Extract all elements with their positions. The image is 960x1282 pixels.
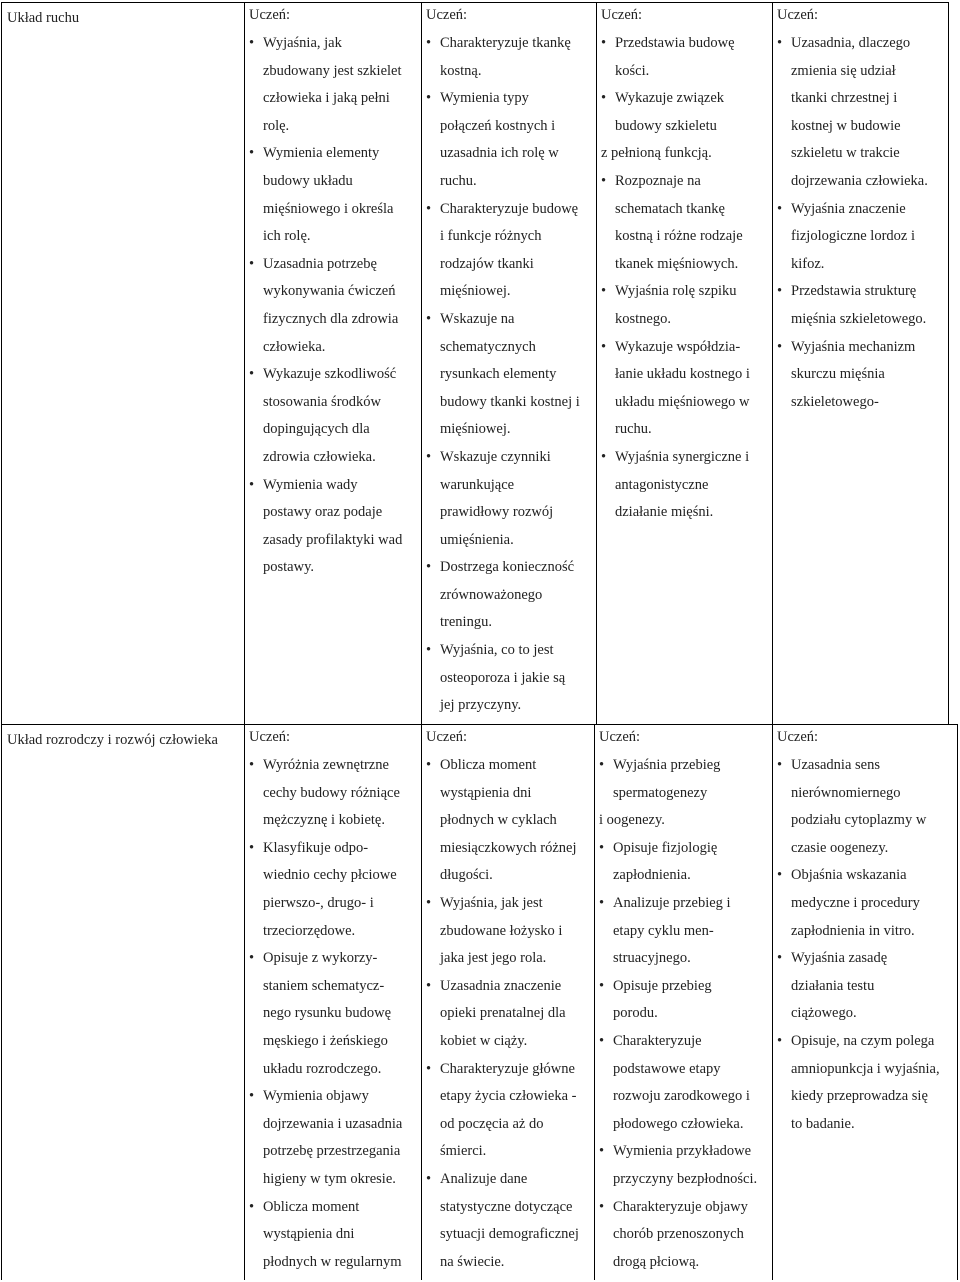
list-item: • Wyjaśnia synergiczne i antagonistyczne działanie mięśni. [597, 444, 771, 527]
list-item: • Wyjaśnia przebieg spermatogenezy [595, 752, 771, 807]
cell-border [948, 2, 949, 724]
list-item: • Wyjaśnia zasadę działania testu ciążowego. [773, 945, 956, 1028]
list-item: • Wyjaśnia, jak jest zbudowane łożysko i jaka jest jego rola. [422, 890, 593, 973]
column-header: Uczeń: [599, 729, 641, 745]
list-item: • Klasyfikuje odpo- wiednio cechy płciowe pierwszo-, drugo- i trzeciorzędowe. [245, 835, 420, 945]
column-header: Uczeń: [249, 7, 291, 23]
column-header: Uczeń: [426, 729, 468, 745]
list-item: • Analizuje przebieg i etapy cyklu men- struacyjnego. [595, 890, 771, 973]
section-title: Układ rozrodczy i rozwój człowieka [7, 732, 218, 748]
cell-border [594, 724, 595, 1280]
list-item: • Wskazuje na schematycznych rysunkach elementy budowy tkanki kostnej i mięśniowej. [422, 306, 595, 444]
list-item: • Wyjaśnia mechanizm skurczu mięśnia szkieletowego- [773, 334, 947, 417]
list-item: • Opisuje, na czym polega amniopunkcja i wyjaśnia, kiedy przeprowadza się to badanie. [773, 1028, 956, 1138]
list-item: • Uzasadnia sens nierównomiernego podziału cytoplazmy w czasie oogenezy. [773, 752, 956, 862]
list-item: • Charakteryzuje tkankę kostną. [422, 30, 595, 85]
list-item: • Wskazuje czynniki warunkujące prawidłowy rozwój umięśnienia. [422, 444, 595, 554]
column-header: Uczeń: [777, 7, 819, 23]
list-item: • Oblicza moment wystąpienia dni płodnych w cyklach miesiączkowych różnej długości. [422, 752, 593, 890]
list-item: • Charakteryzuje podstawowe etapy rozwoju zarodkowego i płodowego człowieka. [595, 1028, 771, 1138]
list-item: • Opisuje z wykorzy- staniem schematycz- nego rysunku budowę męskiego i żeńskiego układu rozrodczego. [245, 945, 420, 1083]
list-item: • Wymienia wady postawy oraz podaje zasady profilaktyki wad postawy. [245, 472, 420, 582]
list-item: • Wymienia objawy dojrzewania i uzasadnia potrzebę przestrzegania higieny w tym okresie. [245, 1083, 420, 1193]
list-item: • Przedstawia strukturę mięśnia szkieletowego. [773, 278, 947, 333]
list-item: • Uzasadnia, dlaczego zmienia się udział tkanki chrzestnej i kostnej w budowie szkieletu w trakcie dojrzewania człowieka. [773, 30, 947, 196]
section-title: Układ ruchu [7, 10, 80, 26]
row-border [1, 2, 949, 3]
list-item: • Wykazuje współdzia- łanie układu kostnego i układu mięśniowego w ruchu. [597, 334, 771, 444]
list-item: • Analizuje dane statystyczne dotyczące sytuacji demograficznej na świecie. [422, 1166, 593, 1276]
list-item: • Wyróżnia zewnętrzne cechy budowy różniące mężczyznę i kobietę. [245, 752, 420, 835]
list-item: • Wymienia elementy budowy układu mięśniowego i określa ich rolę. [245, 140, 420, 250]
list-item: • Charakteryzuje objawy chorób przenoszonych drogą płciową. [595, 1194, 771, 1277]
objectives-list [245, 30, 420, 582]
cell-border [772, 724, 773, 1280]
list-item: • Objaśnia wskazania medyczne i procedury zapłodnienia in vitro. [773, 862, 956, 945]
list-item: • Wyjaśnia, co to jest osteoporoza i jakie są jej przyczyny. [422, 637, 595, 720]
cell-border [772, 2, 773, 724]
column-header: Uczeń: [777, 729, 819, 745]
list-item: • Wymienia przykładowe przyczyny bezpłodności. [595, 1138, 771, 1193]
list-item: • Wymienia typy połączeń kostnych i uzasadnia ich rolę w ruchu. [422, 85, 595, 195]
list-item: • Opisuje fizjologię zapłodnienia. [595, 835, 771, 890]
column-header: Uczeń: [249, 729, 291, 745]
list-item: • Charakteryzuje budowę i funkcje różnych rodzajów tkanki mięśniowej. [422, 196, 595, 306]
column-header: Uczeń: [426, 7, 468, 23]
list-item: • Wyjaśnia rolę szpiku kostnego. [597, 278, 771, 333]
list-item: • Uzasadnia znaczenie opieki prenatalnej dla kobiet w ciąży. [422, 973, 593, 1056]
cell-border [244, 2, 245, 724]
cell-border [244, 724, 245, 1280]
list-item: • Wyjaśnia, jak zbudowany jest szkielet człowieka i jaką pełni rolę. [245, 30, 420, 140]
cell-border [957, 724, 958, 1280]
list-item: z pełnioną funkcją. [601, 145, 712, 162]
cell-border [1, 724, 2, 1280]
list-item: • Charakteryzuje główne etapy życia człowieka - od poczęcia aż do śmierci. [422, 1056, 593, 1166]
list-item: • Wyjaśnia znaczenie fizjologiczne lordoz i kifoz. [773, 196, 947, 279]
list-item: • Wykazuje związek budowy szkieletu [597, 85, 771, 140]
list-item: • Oblicza moment wystąpienia dni płodnych w regularnym [245, 1194, 420, 1277]
list-item: • Rozpoznaje na schematach tkankę kostną i różne rodzaje tkanek mięśniowych. [597, 168, 771, 278]
objectives-list [422, 752, 593, 1276]
list-item: • Opisuje przebieg porodu. [595, 973, 771, 1028]
list-item: i oogenezy. [599, 812, 665, 829]
objectives-list [773, 30, 947, 416]
cell-border [1, 2, 2, 724]
cell-border [421, 2, 422, 724]
objectives-list [595, 752, 771, 1276]
objectives-list [422, 30, 595, 720]
cell-border [596, 2, 597, 724]
list-item: • Uzasadnia potrzebę wykonywania ćwiczeń fizycznych dla zdrowia człowieka. [245, 251, 420, 361]
list-item: • Przedstawia budowę kości. [597, 30, 771, 85]
objectives-list [597, 30, 771, 527]
list-item: • Dostrzega konieczność zrównoważonego treningu. [422, 554, 595, 637]
objectives-list [773, 752, 956, 1138]
objectives-list [245, 752, 420, 1276]
row-border [1, 724, 958, 725]
column-header: Uczeń: [601, 7, 643, 23]
list-item: • Wykazuje szkodliwość stosowania środków dopingujących dla zdrowia człowieka. [245, 361, 420, 471]
cell-border [421, 724, 422, 1280]
